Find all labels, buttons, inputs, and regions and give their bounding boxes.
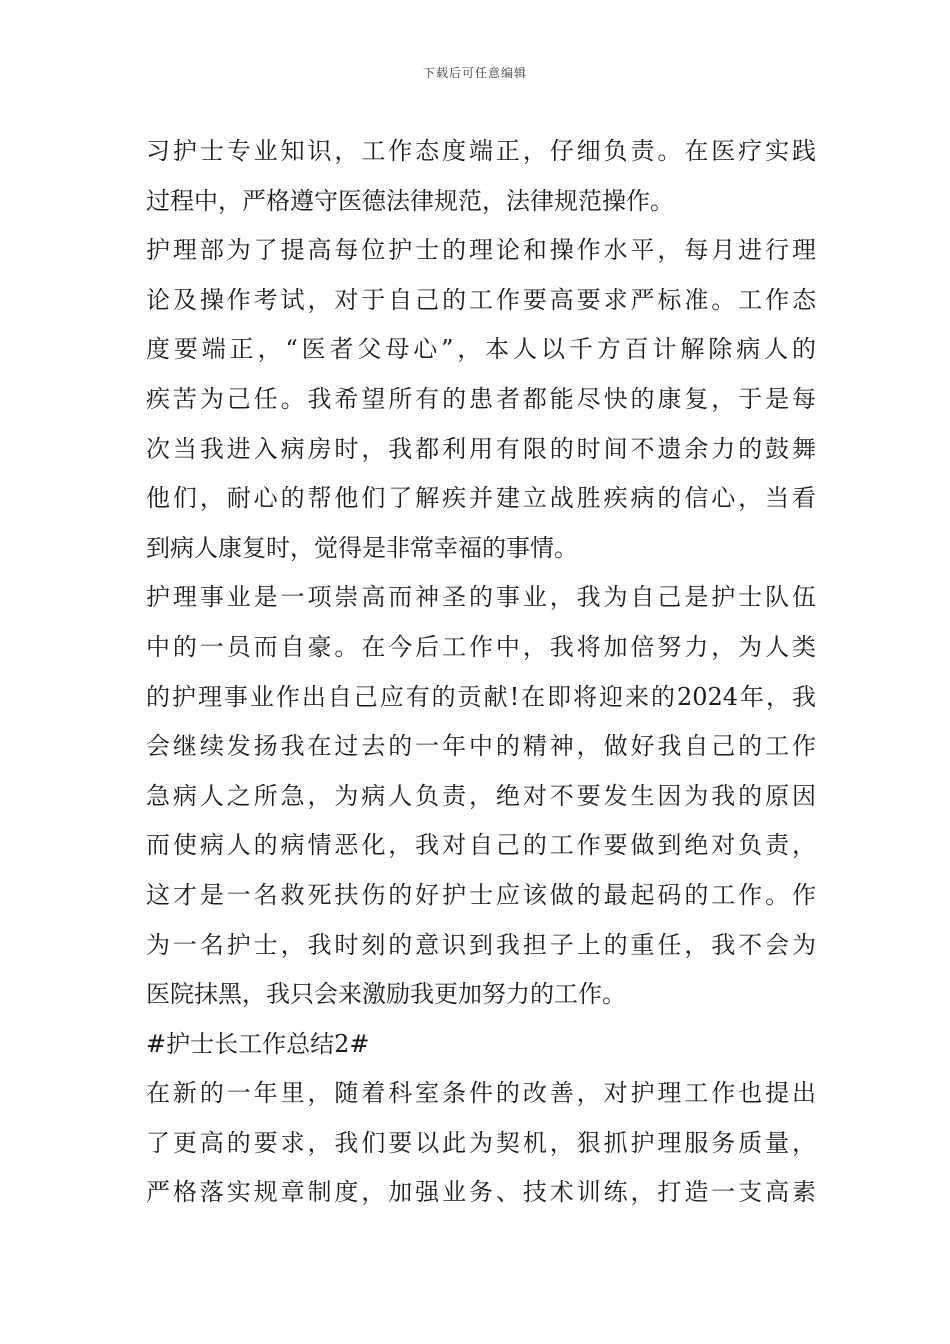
text-line: 护理部为了提高每位护士的理论和操作水平，每月进行理 <box>146 236 816 265</box>
text-line: 中的一员而自豪。在今后工作中，我将加倍努力，为人类 <box>146 632 816 661</box>
text-line: 他们，耐心的帮他们了解疾并建立战胜疾病的信心，当看 <box>146 484 816 513</box>
page-header: 下载后可任意编辑 <box>422 66 527 80</box>
text-line: 过程中，严格遵守医德法律规范，法律规范操作。 <box>146 186 674 215</box>
text-line: 次当我进入病房时，我都利用有限的时间不遗余力的鼓舞 <box>146 434 816 463</box>
text-line: 度要端正，“医者父母心”，本人以千方百计解除病人的 <box>146 335 816 364</box>
text-line: 在新的一年里，随着科室条件的改善，对护理工作也提出 <box>146 1079 816 1108</box>
text-line: 急病人之所急，为病人负责，绝对不要发生因为我的原因 <box>146 781 816 810</box>
text-line: 而使病人的病情恶化，我对自己的工作要做到绝对负责， <box>146 831 816 860</box>
text-line: 习护士专业知识，工作态度端正，仔细负责。在医疗实践 <box>146 137 816 165</box>
text-line: 这才是一名救死扶伤的好护士应该做的最起码的工作。作 <box>146 880 816 909</box>
section-heading: #护士长工作总结2# <box>146 1029 370 1058</box>
text-line: 到病人康复时，觉得是非常幸福的事情。 <box>146 533 578 562</box>
text-line: 医院抹黑，我只会来激励我更加努力的工作。 <box>146 980 626 1009</box>
text-line: 会继续发扬我在过去的一年中的精神，做好我自己的工作 <box>146 732 816 761</box>
document-body <box>146 127 816 1218</box>
text-line: 护理事业是一项崇高而神圣的事业，我为自己是护士队伍 <box>146 583 816 612</box>
text-line: 了更高的要求，我们要以此为契机，狠抓护理服务质量， <box>146 1128 816 1157</box>
text-line: 疾苦为己任。我希望所有的患者都能尽快的康复，于是每 <box>146 384 816 413</box>
text-line: 的护理事业作出自己应有的贡献!在即将迎来的2024年，我 <box>146 682 816 711</box>
text-line: 严格落实规章制度，加强业务、技术训练，打造一支高素 <box>146 1178 816 1207</box>
text-line: 为一名护士，我时刻的意识到我担子上的重任，我不会为 <box>146 930 816 959</box>
text-line: 论及操作考试，对于自己的工作要高要求严标准。工作态 <box>146 285 816 314</box>
